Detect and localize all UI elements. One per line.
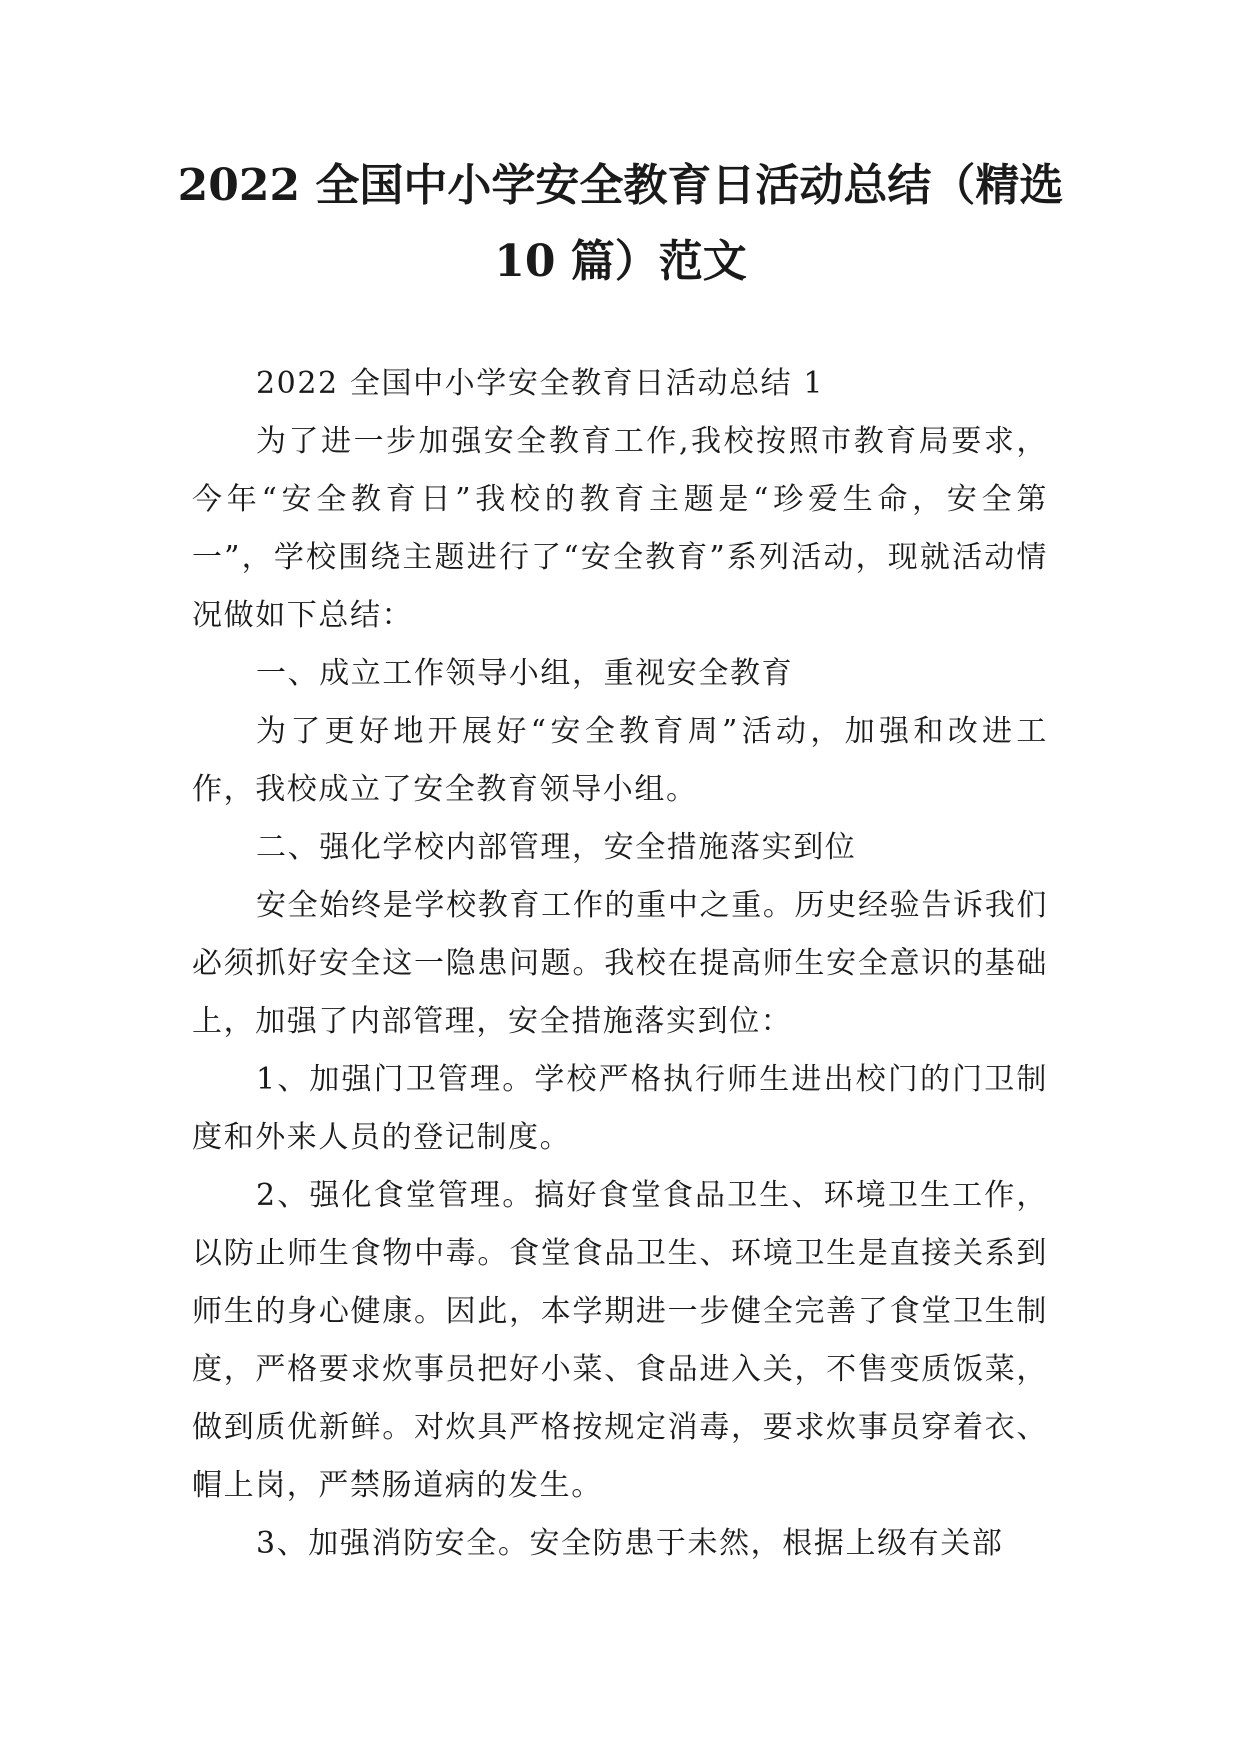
paragraph: 安全始终是学校教育工作的重中之重。历史经验告诉我们必须抓好安全这一隐患问题。我校在提高师生安全意识的基础上，加强了内部管理，安全措施落实到位： — [192, 888, 1048, 1039]
document-title — [150, 148, 1091, 300]
title-line-1: 2022 全国中小学安全教育日活动总结（精选 — [177, 160, 1064, 211]
list-item: 3、加强消防安全。安全防患于未然，根据上级有关部 — [256, 1526, 1004, 1561]
section-heading: 2022 全国中小学安全教育日活动总结 1 — [256, 366, 825, 401]
list-item: 1、加强门卫管理。学校严格执行师生进出校门的门卫制度和外来人员的登记制度。 — [192, 1062, 1048, 1155]
document-body — [192, 355, 1048, 1573]
title-line-2: 10 篇）范文 — [494, 236, 747, 287]
paragraph: 为了更好地开展好“安全教育周”活动，加强和改进工作，我校成立了安全教育领导小组。 — [192, 714, 1048, 807]
section-heading: 二、强化学校内部管理，安全措施落实到位 — [256, 830, 857, 865]
paragraph: 为了进一步加强安全教育工作,我校按照市教育局要求，今年“安全教育日”我校的教育主题是“珍爱生命，安全第一”，学校围绕主题进行了“安全教育”系列活动，现就活动情况做如下总结： — [192, 424, 1048, 633]
list-item: 2、强化食堂管理。搞好食堂食品卫生、环境卫生工作，以防止师生食物中毒。食堂食品卫生、环境卫生是直接关系到师生的身心健康。因此，本学期进一步健全完善了食堂卫生制度，严格要求炊事员把好小菜、食品进入关，不售变质饭菜，做到质优新鲜。对炊具严格按规定消毒，要求炊事员穿着衣、帽上岗，严禁肠道病的发生。 — [192, 1178, 1048, 1503]
section-heading: 一、成立工作领导小组，重视安全教育 — [256, 656, 794, 691]
